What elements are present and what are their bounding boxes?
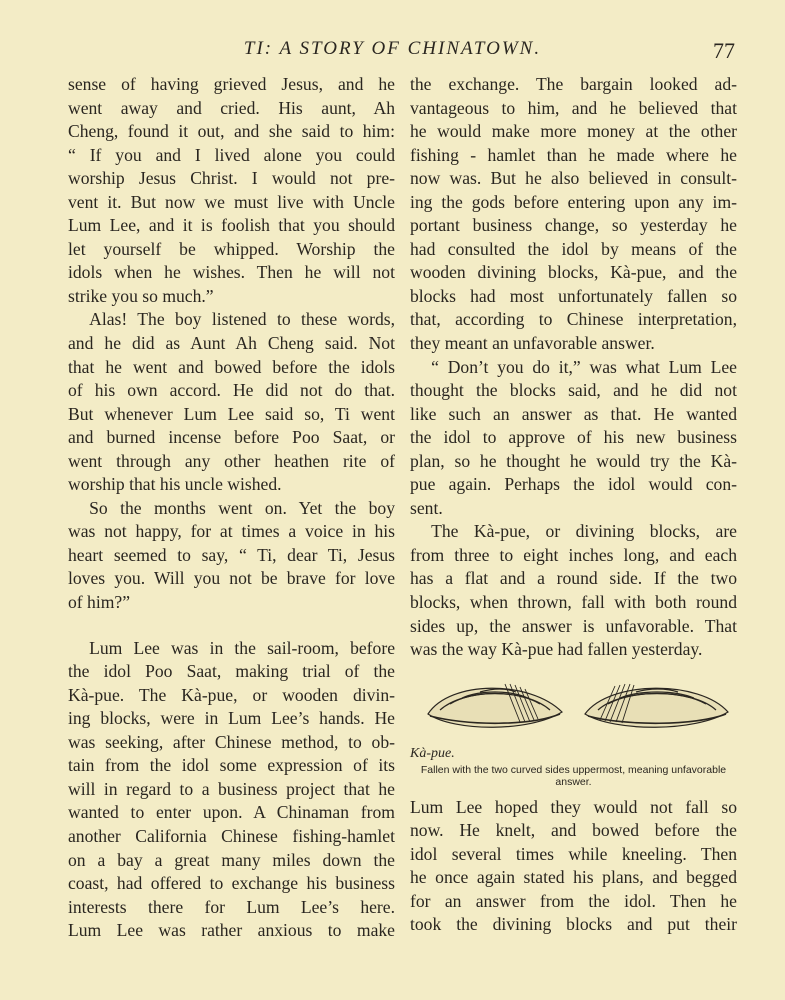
text-line: and he did as Aunt Ah Cheng said. Not	[68, 333, 395, 354]
text-line: sent.	[410, 497, 443, 518]
text-line: Alas! The boy listened to these words,	[89, 309, 395, 330]
paragraph-sail-room	[68, 637, 395, 943]
divining-block-left	[428, 684, 562, 727]
text-line: “ If you and I lived alone you could	[68, 144, 395, 165]
text-line: vent it. But now we must live with Uncle	[68, 191, 395, 212]
text-line: they meant an unfavorable answer.	[410, 333, 655, 354]
text-line: fishing - hamlet than he made where he	[410, 144, 737, 165]
text-line: So the months went on. Yet the boy	[89, 497, 395, 518]
text-line: interests there for Lum Lee’s here.	[68, 896, 395, 917]
text-line: coast, had offered to exchange his business	[68, 873, 395, 894]
text-line: another California Chinese fishing-hamlet	[68, 825, 395, 846]
text-line: from three to eight inches long, and each	[410, 544, 737, 565]
text-line: the idol Poo Saat, making trial of the	[68, 661, 395, 682]
left-column	[68, 73, 395, 943]
text-line: sides up, the answer is unfavorable. That	[410, 615, 737, 636]
paragraph-knelt	[410, 796, 737, 937]
text-line: vantageous to him, and he believed that	[410, 97, 737, 118]
figure-title: Kà-pue.	[410, 745, 455, 761]
paragraph-exchange	[410, 73, 737, 356]
text-line: let yourself be whipped. Worship the	[68, 238, 395, 259]
text-line: that, according to Chinese interpretation,	[410, 309, 737, 330]
text-line: worship Jesus Christ. I would not pre-	[68, 168, 395, 189]
figure-caption: Fallen with the two curved sides uppermost, meaning unfavorable answer.	[420, 763, 727, 788]
text-line: now was. But he also believed in consult-	[410, 168, 737, 189]
text-line: pue again. Perhaps the idol would con-	[410, 474, 737, 495]
text-line: the idol to approve of his new business	[410, 427, 737, 448]
text-line: wanted to enter upon. A Chinaman from	[68, 802, 395, 823]
text-line: plan, so he thought he would try the Kà-	[410, 450, 737, 471]
text-line: loves you. Will you not be brave for love	[68, 568, 395, 589]
text-line: was not happy, for at times a voice in his	[68, 521, 395, 542]
text-line: blocks, when thrown, fall with both round	[410, 592, 737, 613]
text-line: Lum Lee was in the sail-room, before	[89, 637, 395, 658]
divining-blocks-illustration	[410, 670, 737, 742]
text-line: heart seemed to say, “ Ti, dear Ti, Jesus	[68, 544, 395, 565]
paragraph-boy-listened	[68, 308, 395, 496]
running-title: TI: A STORY OF CHINATOWN.	[243, 38, 542, 59]
text-line: was seeking, after Chinese method, to ob-	[68, 731, 395, 752]
section-gap	[68, 615, 395, 637]
text-line: Kà-pue. The Kà-pue, or wooden divin-	[68, 684, 395, 705]
text-line: on a bay a great many miles down the	[68, 849, 395, 870]
text-line: of his own accord. He did not do that.	[68, 380, 395, 401]
text-line: had consulted the idol by means of the	[410, 238, 737, 259]
page-number: 77	[713, 38, 735, 63]
right-column	[410, 73, 737, 937]
text-line: he would make more money at the other	[410, 121, 737, 142]
paragraph-dont-do-it	[410, 356, 737, 521]
text-line: portant business change, so yesterday he	[410, 215, 737, 236]
text-line: ing the gods before entering upon any im-	[410, 191, 737, 212]
text-line: the exchange. The bargain looked ad-	[410, 74, 737, 94]
text-line: like such an answer as that. He wanted	[410, 403, 737, 424]
paragraph-ka-pue-description	[410, 520, 737, 661]
page-header	[0, 38, 785, 68]
text-line: took the divining blocks and put their	[410, 914, 737, 935]
text-line: and burned incense before Poo Saat, or	[68, 427, 395, 448]
text-line: Lum Lee hoped they would not fall so	[410, 796, 737, 817]
ka-pue-figure	[410, 670, 737, 796]
text-line: Cheng, found it out, and she said to him:	[68, 121, 395, 142]
text-line: that he went and bowed before the idols	[68, 356, 395, 377]
text-line: ing blocks, were in Lum Lee’s hands. He	[68, 708, 395, 729]
text-line: went away and cried. His aunt, Ah	[68, 97, 395, 118]
text-line: went through any other heathen rite of	[68, 450, 395, 471]
text-line: But whenever Lum Lee said so, Ti went	[68, 403, 395, 424]
text-line: idols when he wishes. Then he will not	[68, 262, 395, 283]
text-line: was the way Kà-pue had fallen yesterday.	[410, 639, 703, 660]
text-line: Lum Lee was rather anxious to make	[68, 920, 395, 941]
text-line: of him?”	[68, 592, 131, 613]
text-line: Lum Lee, and it is foolish that you should	[68, 215, 395, 236]
text-line: idol several times while kneeling. Then	[410, 843, 737, 864]
text-line: has a flat and a round side. If the two	[410, 568, 737, 589]
text-line: now. He knelt, and bowed before the	[410, 820, 737, 841]
text-line: he once again stated his plans, and begged	[410, 867, 737, 888]
text-line: will in regard to a business project that he	[68, 778, 395, 799]
text-line: worship that his uncle wished.	[68, 474, 282, 495]
paragraph-months-went-on	[68, 497, 395, 615]
text-line: wooden divining blocks, Kà-pue, and the	[410, 262, 737, 283]
text-line: sense of having grieved Jesus, and he	[68, 74, 395, 94]
text-line: “ Don’t you do it,” was what Lum Lee	[431, 356, 737, 377]
text-line: The Kà-pue, or divining blocks, are	[431, 521, 737, 542]
text-line: strike you so much.”	[68, 285, 214, 306]
text-line: tain from the idol some expression of its	[68, 755, 395, 776]
text-line: thought the blocks said, and he did not	[410, 380, 737, 401]
paragraph-aunt-advice	[68, 73, 395, 308]
divining-block-right	[585, 684, 728, 727]
text-line: for an answer from the idol. Then he	[410, 890, 737, 911]
text-line: blocks had most unfortunately fallen so	[410, 285, 737, 306]
